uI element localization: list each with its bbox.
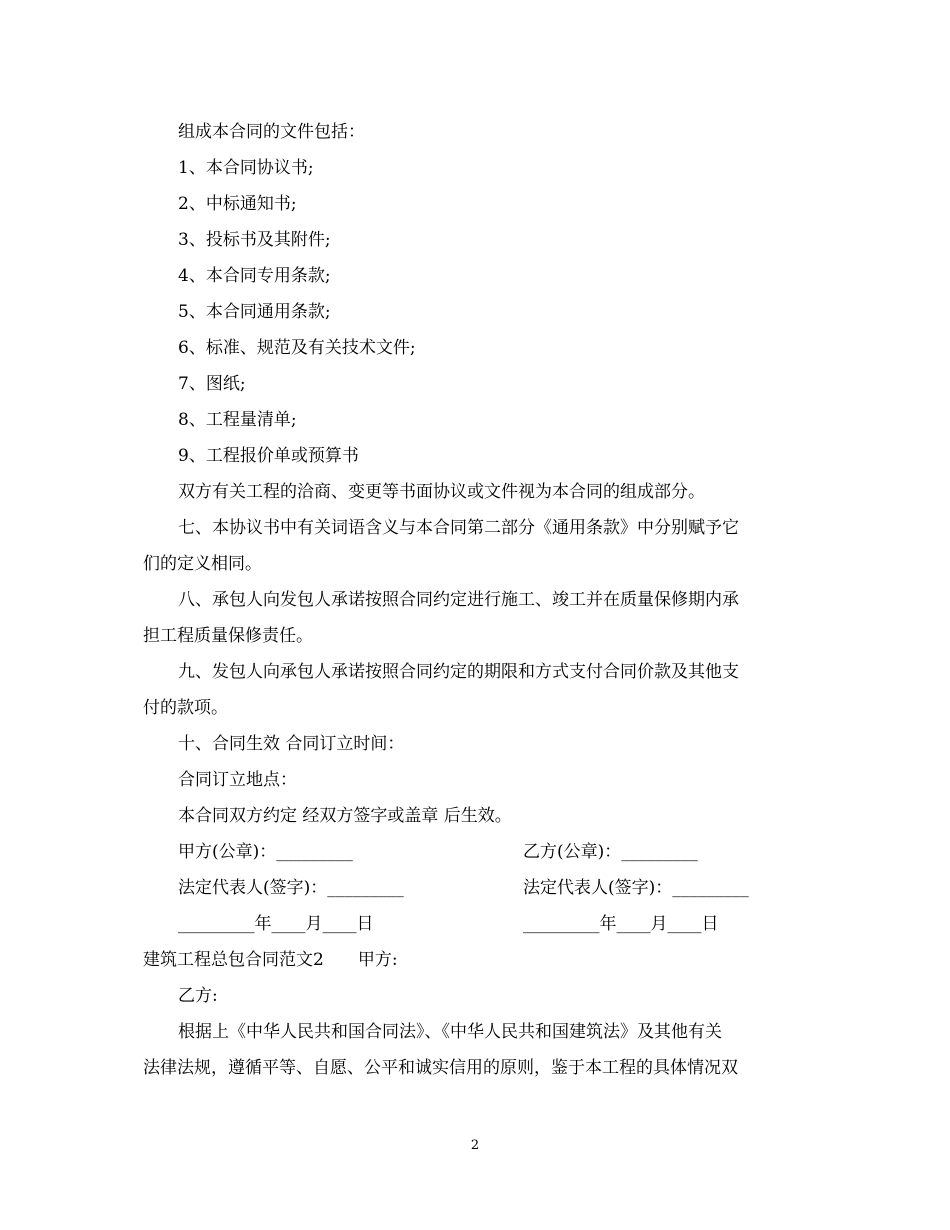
list-item: 6、标准、规范及有关技术文件;	[178, 338, 416, 358]
party-b-seal: 乙方(公章)：_________	[523, 842, 698, 862]
effective-clause: 本合同双方约定 经双方签字或盖章 后生效。	[178, 806, 512, 826]
party-a-date: _________年____月____日	[178, 914, 374, 934]
clause-9-line-2: 付的款项。	[143, 698, 228, 718]
clause-7-line-1: 七、本协议书中有关词语含义与本合同第二部分《通用条款》中分别赋予它	[178, 518, 739, 538]
party-b-date: _________年____月____日	[523, 914, 719, 934]
party-b-representative: 法定代表人(签字)：_________	[523, 878, 749, 898]
list-item: 1、本合同协议书;	[178, 158, 314, 178]
clause-10: 十、合同生效 合同订立时间：	[178, 734, 405, 754]
list-item: 2、中标通知书;	[178, 194, 297, 214]
list-item: 5、本合同通用条款;	[178, 302, 331, 322]
party-b-label: 乙方:	[178, 986, 218, 1006]
intro-text: 组成本合同的文件包括：	[178, 122, 365, 142]
list-item: 3、投标书及其附件;	[178, 230, 331, 250]
basis-line-1: 根据上《中华人民共和国合同法》、《中华人民共和国建筑法》及其他有关	[178, 1022, 722, 1042]
clause-8-line-2: 担工程质量保修责任。	[143, 626, 313, 646]
negotiation-paragraph: 双方有关工程的洽商、变更等书面协议或文件视为本合同的组成部分。	[178, 482, 705, 502]
clause-7-line-2: 们的定义相同。	[143, 554, 262, 574]
basis-line-2: 法律法规，遵循平等、自愿、公平和诚实信用的原则，鉴于本工程的具体情况双	[143, 1058, 738, 1078]
party-a-representative: 法定代表人(签字)：_________	[178, 878, 404, 898]
list-item: 7、图纸;	[178, 374, 246, 394]
list-item: 4、本合同专用条款;	[178, 266, 331, 286]
contract-place: 合同订立地点：	[178, 770, 297, 790]
list-item: 8、工程量清单;	[178, 410, 297, 430]
page-number: 2	[470, 1138, 480, 1153]
clause-8-line-1: 八、承包人向发包人承诺按照合同约定进行施工、竣工并在质量保修期内承	[178, 590, 739, 610]
list-item: 9、工程报价单或预算书	[178, 446, 359, 466]
next-contract-title: 建筑工程总包合同范文2 甲方:	[143, 950, 398, 970]
clause-9-line-1: 九、发包人向承包人承诺按照合同约定的期限和方式支付合同价款及其他支	[178, 662, 739, 682]
party-a-seal: 甲方(公章)：_________	[178, 842, 353, 862]
